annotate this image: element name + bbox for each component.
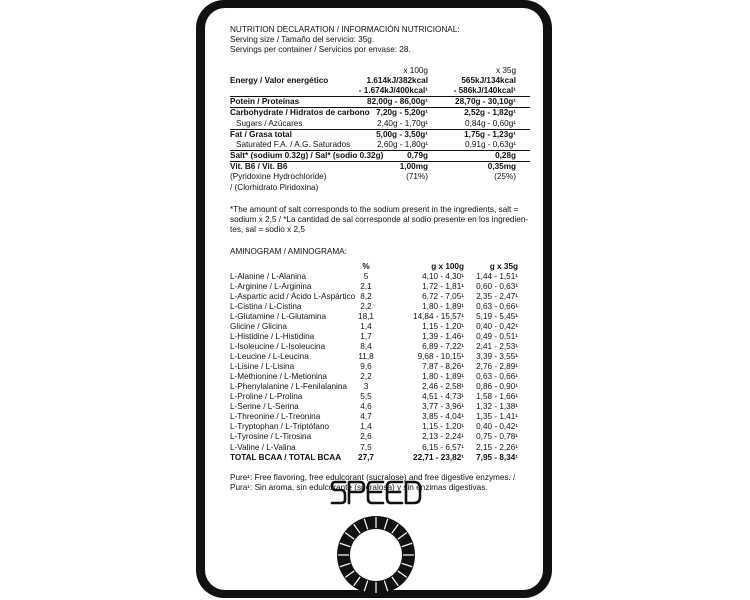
amino-g-per-35g: 2,35 - 2,47¹ xyxy=(476,291,518,301)
aminogram-row xyxy=(230,422,530,432)
amino-acid-name: L-Leucine / L-Leucina xyxy=(230,352,309,362)
salt-note-line: *The amount of salt corresponds to the sodium present in the ingredients, salt = xyxy=(230,204,519,214)
amino-acid-name: L-Aspartic acid / Ácido L-Aspártico xyxy=(230,291,356,301)
amino-g-per-100g: 2,13 - 2,24¹ xyxy=(422,432,464,442)
amino-acid-name: L-Tryptophan / L-Triptófano xyxy=(230,422,330,432)
amino-percent: 1,7 xyxy=(360,332,372,341)
salt-note-line: tes, sal = sodio x 2,5 xyxy=(230,225,305,235)
salt-note-line: sodium x 2,5 / *La cantidad de sal corresponde al sodio presente en los ingredien- xyxy=(230,215,529,225)
amino-g-per-35g: 3,39 - 3,55¹ xyxy=(476,352,518,362)
pure-note-line: Pure¹: Free flavoring, free edulcorant (sucralose) and free digestive enzymes. / xyxy=(230,472,516,482)
column-header-100g: x 100g xyxy=(403,65,428,75)
amino-percent: 2,2 xyxy=(360,301,372,311)
amino-acid-name: L-Phenylalanine / L-Fenilalanina xyxy=(230,382,347,392)
value-per-100g: 2,60g - 1,80g¹ xyxy=(377,139,428,149)
amino-percent: 9,6 xyxy=(360,362,372,372)
amino-percent: 5,5 xyxy=(360,392,372,402)
nutrition-table xyxy=(230,66,530,193)
amino-g-per-35g: 7,95 - 8,34¹ xyxy=(476,452,518,462)
value-per-100g: (71%) xyxy=(406,172,428,182)
amino-g-per-35g: 0,49 - 0,51¹ xyxy=(476,332,518,341)
amino-g-per-100g: 6,89 - 7,22¹ xyxy=(422,342,464,352)
value-per-100g: - 1.674kJ/400kcal¹ xyxy=(358,85,428,95)
amino-percent: 4,7 xyxy=(360,412,372,422)
aminogram-row xyxy=(230,392,530,402)
nutrition-row xyxy=(230,172,530,182)
amino-acid-name: L-Isoleucine / L-Isoleucina xyxy=(230,342,326,352)
value-per-100g: 82,00g - 86,00g¹ xyxy=(367,97,428,107)
amino-g-per-35g: 0,63 - 0,66¹ xyxy=(476,301,518,311)
amino-g-per-35g: 1,44 - 1,51¹ xyxy=(476,271,518,281)
value-per-35g: 0,84g - 0,60g¹ xyxy=(465,118,516,128)
aminogram-row xyxy=(230,412,530,422)
value-per-100g: 1,00mg xyxy=(399,162,428,172)
ring-emblem-icon xyxy=(331,510,421,600)
declaration-title: NUTRITION DECLARATION / INFORMACIÓN NUTRICIONAL: xyxy=(230,25,460,34)
aminogram-row xyxy=(230,272,530,282)
value-per-35g: 0,91g - 0,63g¹ xyxy=(465,139,516,149)
amino-percent: 4,6 xyxy=(360,402,372,412)
label-header xyxy=(230,25,530,56)
amino-g-per-100g: 1,39 - 1,46¹ xyxy=(422,332,464,341)
nutrient-label: Salt* (sodium 0.32g) / Sal* (sodio 0.32g) xyxy=(230,151,384,161)
value-per-35g: 565kJ/134kcal xyxy=(461,75,516,85)
value-per-35g: 0,35mg xyxy=(487,162,516,172)
aminogram-row xyxy=(230,342,530,352)
amino-g-per-35g: 2,41 - 2,53¹ xyxy=(476,342,518,352)
amino-acid-name: L-Valine / L-Valina xyxy=(230,442,296,452)
amino-g-per-35g: 1,32 - 1,38¹ xyxy=(476,402,518,412)
column-header-35g: x 35g xyxy=(495,65,516,75)
aminogram-row xyxy=(230,362,530,372)
amino-acid-name: L-Cistina / L-Cistina xyxy=(230,301,302,311)
nutrition-row xyxy=(230,140,530,151)
aminogram-row xyxy=(230,302,530,312)
amino-percent: 1,4 xyxy=(360,422,372,432)
amino-g-per-100g: 4,51 - 4,73¹ xyxy=(422,392,464,402)
value-per-35g: - 586kJ/140kcal¹ xyxy=(453,85,516,95)
nutrition-row xyxy=(230,108,530,118)
amino-acid-name: L-Tyrosine / L-Tirosina xyxy=(230,432,312,442)
aminogram-row xyxy=(230,443,530,453)
nutrient-label: Energy / Valor energético xyxy=(230,75,329,85)
amino-g-per-35g: 0,40 - 0,42¹ xyxy=(476,321,518,331)
salt-note xyxy=(230,205,530,236)
amino-acid-name: L-Serine / L-Serina xyxy=(230,402,299,412)
amino-percent: 5 xyxy=(363,271,369,281)
amino-g-per-35g: 5,19 - 5,45¹ xyxy=(476,311,518,321)
aminogram-row xyxy=(230,322,530,332)
value-per-100g: 2,40g - 1,70g¹ xyxy=(377,118,428,128)
aminogram-row xyxy=(230,352,530,362)
amino-percent: 8,2 xyxy=(360,291,372,301)
value-per-35g: 1,75g - 1,23g¹ xyxy=(464,129,516,139)
nutrition-row xyxy=(230,162,530,172)
nutrition-row xyxy=(230,76,530,86)
value-per-100g: 0,79g xyxy=(407,151,428,161)
amino-g-per-35g: 0,75 - 0,78¹ xyxy=(476,432,518,442)
amino-g-per-35g: 1,35 - 1,41¹ xyxy=(476,412,518,422)
amino-g-per-100g: 6,15 - 6,57¹ xyxy=(422,442,464,452)
nutrient-label: (Pyridoxine Hydrochloride) xyxy=(230,172,327,182)
nutrient-label: Potein / Proteínas xyxy=(230,97,300,107)
amino-percent: 8,4 xyxy=(360,342,372,352)
value-per-35g: 2,52g - 1,82g¹ xyxy=(464,108,516,118)
value-per-100g: 7,20g - 5,20g¹ xyxy=(376,108,428,118)
column-header-percent: % xyxy=(362,261,370,271)
amino-g-per-100g: 9,68 - 10,15¹ xyxy=(417,352,464,362)
amino-g-per-35g: 2,15 - 2,26¹ xyxy=(476,442,518,452)
nutrient-label: Sugars / Azúcares xyxy=(236,118,303,128)
amino-g-per-100g: 2,46 - 2,58¹ xyxy=(422,382,464,392)
nutrient-label: Saturated F.A. / A.G. Saturados xyxy=(236,139,351,149)
nutrition-row xyxy=(230,97,530,108)
aminogram-row xyxy=(230,282,530,292)
amino-g-per-100g: 1,15 - 1,20¹ xyxy=(422,422,464,432)
amino-acid-name: L-Lisine / L-Lisina xyxy=(230,362,295,372)
amino-acid-name: TOTAL BCAA / TOTAL BCAA xyxy=(230,452,342,462)
column-header-g100: g x 100g xyxy=(431,261,464,271)
amino-percent: 1,4 xyxy=(360,321,372,331)
amino-acid-name: L-Glutamine / L-Glutamina xyxy=(230,311,327,321)
nutrition-column-headers xyxy=(230,66,530,76)
amino-percent: 2,1 xyxy=(360,281,372,291)
speed-wordmark-icon xyxy=(330,478,422,506)
amino-acid-name: L-Arginine / L-Arginina xyxy=(230,281,312,291)
aminogram-table xyxy=(230,262,530,463)
amino-acid-name: L-Threonine / L-Treonina xyxy=(230,412,321,422)
nutrition-row xyxy=(230,86,530,97)
amino-g-per-100g: 1,72 - 1,81¹ xyxy=(422,281,464,291)
amino-g-per-100g: 1,15 - 1,20¹ xyxy=(422,321,464,331)
amino-acid-name: Glicine / Glicina xyxy=(230,321,287,331)
amino-g-per-100g: 3,85 - 4,04¹ xyxy=(422,412,464,422)
amino-acid-name: L-Alanine / L-Alanina xyxy=(230,271,307,281)
serving-size: Serving size / Tamaño del servicio: 35g. xyxy=(230,35,375,45)
value-per-100g: 1.614kJ/382kcal xyxy=(366,75,428,85)
servings-per-container: Servings per container / Servicios por envase: 28. xyxy=(230,45,411,55)
aminogram-total-row xyxy=(230,453,530,463)
amino-percent: 27,7 xyxy=(358,452,374,462)
amino-g-per-100g: 1,80 - 1,89¹ xyxy=(422,301,464,311)
amino-percent: 18,1 xyxy=(358,311,374,321)
amino-g-per-35g: 2,76 - 2,89¹ xyxy=(476,362,518,372)
amino-g-per-35g: 0,40 - 0,42¹ xyxy=(476,422,518,432)
amino-g-per-100g: 3,77 - 3,96¹ xyxy=(422,402,464,412)
amino-percent: 11,8 xyxy=(358,352,374,362)
amino-acid-name: L-Proline / L-Prolina xyxy=(230,392,303,402)
nutrition-row xyxy=(230,151,530,162)
nutrient-label: Fat / Grasa total xyxy=(230,129,292,139)
amino-g-per-100g: 6,72 - 7,05¹ xyxy=(422,291,464,301)
amino-g-per-35g: 1,58 - 1,66¹ xyxy=(476,392,518,402)
aminogram-row xyxy=(230,382,530,392)
amino-percent: 7,5 xyxy=(360,442,372,452)
amino-g-per-100g: 7,87 - 8,26¹ xyxy=(422,362,464,372)
nutrition-row xyxy=(230,183,530,193)
nutrition-row xyxy=(230,130,530,140)
amino-g-per-35g: 0,63 - 0,66¹ xyxy=(476,372,518,382)
amino-g-per-100g: 14,84 - 15,57¹ xyxy=(413,311,464,321)
value-per-35g: 0,28g xyxy=(495,151,516,161)
aminogram-row xyxy=(230,372,530,382)
aminogram-row xyxy=(230,312,530,322)
amino-g-per-100g: 4,10 - 4,30¹ xyxy=(422,271,464,281)
aminogram-title: AMINOGRAM / AMINOGRAMA: xyxy=(230,247,347,257)
value-per-35g: (25%) xyxy=(494,172,516,182)
amino-percent: 2,2 xyxy=(360,372,372,382)
amino-acid-name: L-Histidine / L-Histidina xyxy=(230,332,315,341)
nutrition-row xyxy=(230,119,530,130)
aminogram-row xyxy=(230,292,530,302)
amino-g-per-100g: 1,80 - 1,89¹ xyxy=(422,372,464,382)
aminogram-row xyxy=(230,332,530,342)
value-per-35g: 28,70g - 30,10g¹ xyxy=(455,97,516,107)
nutrient-label: Vit. B6 / Vit. B6 xyxy=(230,162,288,172)
nutrient-label: Carbohydrate / Hidratos de carbono xyxy=(230,108,370,118)
aminogram-row xyxy=(230,432,530,442)
nutrition-label xyxy=(230,25,530,493)
nutrient-label: / (Clorhidrato Piridoxina) xyxy=(230,182,319,192)
amino-g-per-100g: 22,71 - 23,82¹ xyxy=(413,452,464,462)
amino-percent: 2,6 xyxy=(360,432,372,442)
amino-g-per-35g: 0,86 - 0,90¹ xyxy=(476,382,518,392)
amino-acid-name: L-Methionine / L-Metionina xyxy=(230,372,327,382)
pure-note-line: Pura¹: Sin aroma, sin edulcorante (sucralosa) y sin enzimas digestivas. xyxy=(230,482,488,492)
amino-g-per-35g: 0,60 - 0,63¹ xyxy=(476,281,518,291)
amino-percent: 3 xyxy=(363,382,369,392)
column-header-g35: g x 35g xyxy=(489,261,518,271)
aminogram-column-headers xyxy=(230,262,530,272)
aminogram-row xyxy=(230,402,530,412)
value-per-100g: 5,00g - 3,50g¹ xyxy=(376,129,428,139)
